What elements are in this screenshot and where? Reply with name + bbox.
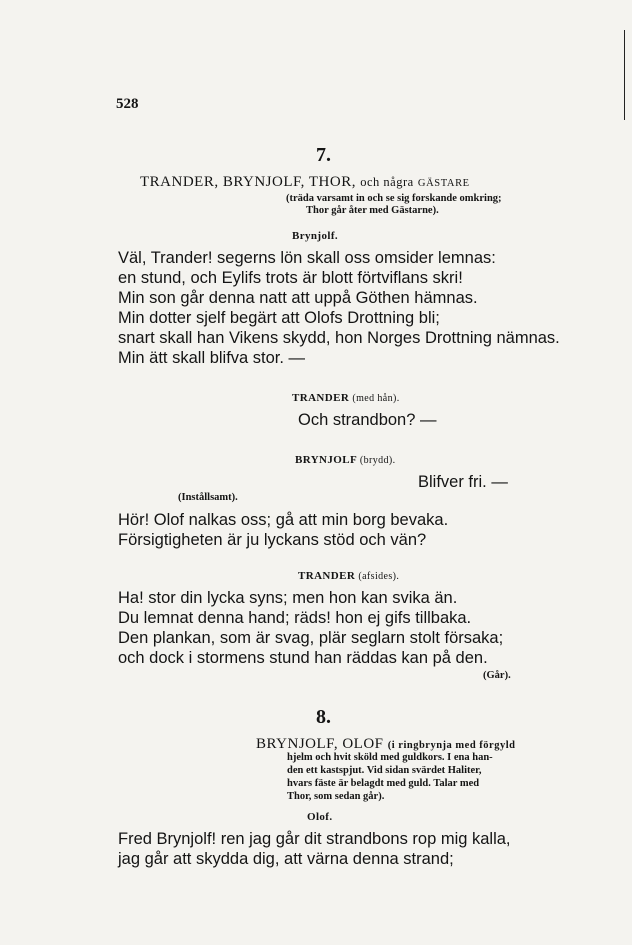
- scene-7-cast-names: TRANDER, BRYNJOLF, THOR,: [140, 174, 356, 190]
- scene-8-cast-names: BRYNJOLF, OLOF: [256, 736, 384, 752]
- scene-8-desc-line: Thor, som sedan går).: [287, 791, 385, 802]
- page-number: 528: [116, 96, 139, 112]
- speaker-trander: [298, 570, 399, 582]
- speaker-name: TRANDER: [298, 570, 356, 582]
- speaker-olof: Olof.: [307, 811, 333, 823]
- scene-8-desc-line: hvars fäste är belagdt med guld. Talar med: [287, 778, 480, 789]
- speaker-name: BRYNJOLF: [295, 454, 357, 466]
- scene-7-cast-extra-prefix: och några: [360, 175, 414, 189]
- verse-line: Och strandbon? —: [298, 411, 437, 429]
- verse-line: en stund, och Eylifs trots är blott förtviflans skri!: [118, 269, 463, 287]
- verse-line: jag går att skydda dig, att värna denna strand;: [118, 850, 454, 868]
- scene-7-stage-line-1: (träda varsamt in och se sig forskande omkring;: [286, 193, 502, 204]
- speaker-note: (brydd).: [359, 455, 396, 466]
- verse-line: snart skall han Vikens skydd, hon Norges Drottning nämnas.: [118, 329, 560, 347]
- exit-direction: (Går).: [483, 670, 511, 681]
- verse-line: och dock i stormens stund han räddas kan på den.: [118, 649, 488, 667]
- speaker-brynjolf: [295, 454, 396, 466]
- verse-line: Försigtigheten är ju lyckans stöd och vän?: [118, 531, 427, 549]
- scene-7-number: 7.: [316, 144, 331, 166]
- verse-line: Ha! stor din lycka syns; men hon kan svika än.: [118, 589, 458, 607]
- scene-8-desc-line: hjelm och hvit sköld med guldkors. I ena han-: [287, 752, 493, 763]
- speaker-note: (afsides).: [358, 571, 400, 582]
- speaker-note: (med hån).: [352, 393, 400, 404]
- scene-7-stage-line-2: Thor går åter med Gästarne).: [306, 205, 439, 216]
- speaker-trander: [292, 392, 400, 404]
- stage-direction: (Instållsamt).: [178, 492, 238, 503]
- verse-line: Väl, Trander! segerns lön skall oss omsider lemnas:: [118, 249, 496, 267]
- verse-line: Du lemnat denna hand; räds! hon ej gifs tillbaka.: [118, 609, 472, 627]
- verse-line: Fred Brynjolf! ren jag går dit strandbons rop mig kalla,: [118, 830, 511, 848]
- scene-8-number: 8.: [316, 706, 331, 728]
- verse-line: Min dotter sjelf begärt att Olofs Drottning bli;: [118, 309, 440, 327]
- speaker-name: TRANDER: [292, 392, 350, 404]
- speaker-brynjolf: Brynjolf.: [292, 230, 339, 242]
- verse-line: Den plankan, som är svag, plär seglarn stolt försaka;: [118, 629, 504, 647]
- page-edge-line: [624, 30, 625, 120]
- verse-line: Hör! Olof nalkas oss; gå att min borg bevaka.: [118, 511, 449, 529]
- scene-7-cast: [140, 174, 470, 191]
- verse-line: Min son går denna natt att uppå Göthen hämnas.: [118, 289, 478, 307]
- verse-line: Min ätt skall blifva stor. —: [118, 349, 306, 367]
- scene-7-cast-extra: GÄSTARE: [417, 178, 470, 189]
- scene-8-desc-line: den ett kastspjut. Vid sidan svärdet Haliter,: [287, 765, 482, 776]
- verse-line: Blifver fri. —: [418, 473, 508, 491]
- scene-8-cast: [256, 736, 515, 753]
- scene-8-desc-first: (i ringbrynja med förgyld: [387, 740, 516, 751]
